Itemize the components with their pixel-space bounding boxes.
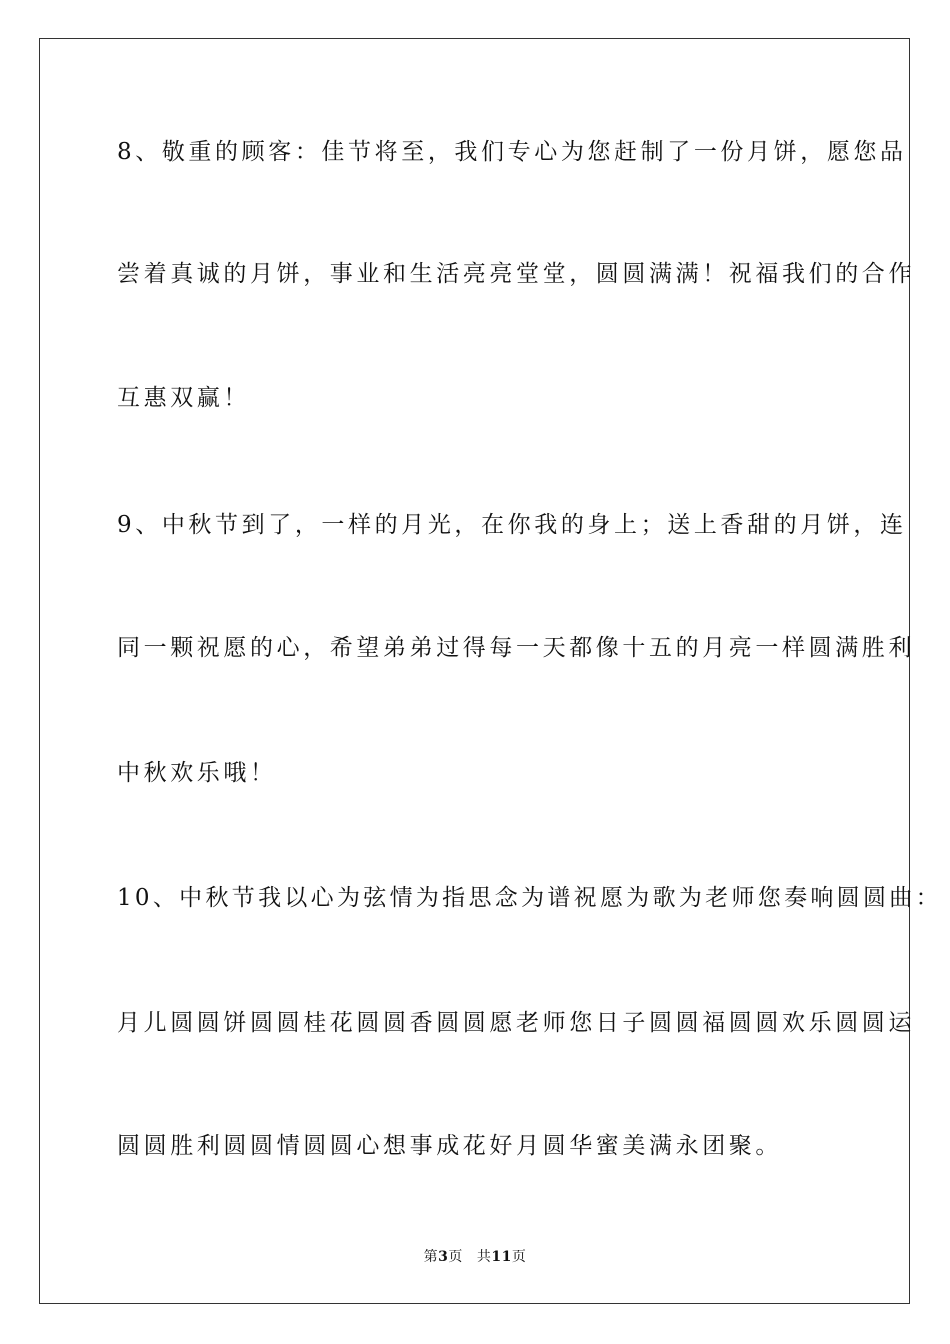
footer-total-suffix: 页 [511, 1249, 527, 1265]
paragraph-line-9: 圆圆胜利圆圆情圆圆心想事成花好月圆华蜜美满永团聚。 [117, 1133, 782, 1159]
page-border [39, 38, 942, 1304]
paragraph-line-8: 月儿圆圆饼圆圆桂花圆圆香圆圆愿老师您日子圆圆福圆圆欢乐圆圆运 [117, 1010, 915, 1036]
footer-total-prefix: 共 [476, 1249, 492, 1265]
paragraph-line-2: 尝着真诚的月饼，事业和生活亮亮堂堂，圆圆满满！祝福我们的合作 [117, 261, 915, 287]
paragraph-line-5: 同一颗祝愿的心，希望弟弟过得每一天都像十五的月亮一样圆满胜利 [117, 635, 915, 661]
paragraph-line-1: 8、敬重的顾客：佳节将至，我们专心为您赶制了一份月饼，愿您品 [117, 139, 907, 165]
paragraph-line-4: 9、中秋节到了，一样的月光，在你我的身上；送上香甜的月饼，连 [117, 512, 907, 538]
footer-page-prefix: 第 [423, 1249, 439, 1265]
paragraph-line-6: 中秋欢乐哦！ [117, 760, 277, 786]
footer-page-total: 11 [491, 1249, 512, 1265]
footer-page-current: 3 [438, 1249, 449, 1265]
paragraph-line-3: 互惠双赢！ [117, 385, 250, 411]
footer-page-suffix: 页 [448, 1249, 463, 1265]
paragraph-line-7: 10、中秋节我以心为弦情为指思念为谱祝愿为歌为老师您奏响圆圆曲： [117, 885, 942, 911]
page-footer [0, 1247, 950, 1267]
